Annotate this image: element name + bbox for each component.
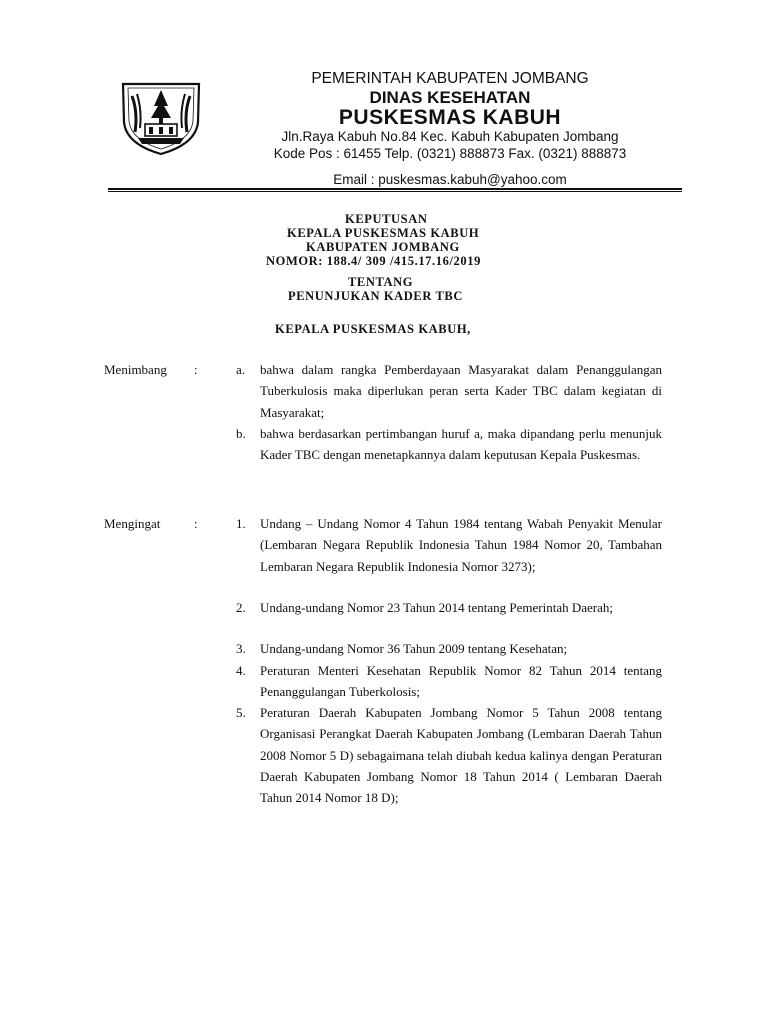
decree-issuer: KEPALA PUSKESMAS KABUH xyxy=(287,226,480,240)
section-label-mengingat: Mengingat xyxy=(104,516,161,531)
list-marker: 1. xyxy=(236,516,246,531)
unit-name: PUSKESMAS KABUH xyxy=(338,106,562,129)
list-item-text: bahwa berdasarkan pertimbangan huruf a, maka dipandang perlu menunjuk Kader TBC dengan menetapkannya dalam keputusan Kepala Puskesmas. xyxy=(260,426,662,463)
section-label-menimbang: Menimbang xyxy=(104,362,167,377)
list-marker: 4. xyxy=(236,663,246,678)
address: Jln.Raya Kabuh No.84 Kec. Kabuh Kabupaten Jombang xyxy=(281,129,619,144)
decree-regency: KABUPATEN JOMBANG xyxy=(306,240,460,254)
section-colon: : xyxy=(194,516,198,531)
decree-about-label: TENTANG xyxy=(348,275,414,289)
letterhead-divider-thick xyxy=(108,188,682,190)
government-name: PEMERINTAH KABUPATEN JOMBANG xyxy=(311,70,589,87)
list-marker: 3. xyxy=(236,641,246,656)
list-marker: 5. xyxy=(236,705,246,720)
list-marker: a. xyxy=(236,362,246,377)
list-item-text: bahwa dalam rangka Pemberdayaan Masyarakat dalam Penanggulangan Tuberkulosis maka diperlukan peran serta Kader TBC dalam kegiatan di Masyarakat; xyxy=(260,362,662,420)
decree-heading: KEPUTUSAN xyxy=(345,212,428,226)
contact-info: Kode Pos : 61455 Telp. (0321) 888873 Fax. (0321) 888873 xyxy=(273,146,627,161)
email-address: Email : puskesmas.kabuh@yahoo.com xyxy=(333,172,567,187)
list-item-text: Peraturan Menteri Kesehatan Republik Nomor 82 Tahun 2014 tentang Penanggulangan Tuberkolosis; xyxy=(260,663,662,700)
list-item-text: Undang – Undang Nomor 4 Tahun 1984 tentang Wabah Penyakit Menular (Lembaran Negara Republik Indonesia Tahun 1984 Nomor 20, Tambahan Lembaran Negara Republik Indonesia Nomor 3273); xyxy=(260,516,662,574)
list-marker: 2. xyxy=(236,600,246,615)
agency-name: DINAS KESEHATAN xyxy=(369,88,531,107)
list-item-text: Undang-undang Nomor 36 Tahun 2009 tentang Kesehatan; xyxy=(260,641,568,656)
list-item-text: Undang-undang Nomor 23 Tahun 2014 tentang Pemerintah Daerah; xyxy=(260,600,614,615)
list-item-text: Peraturan Daerah Kabupaten Jombang Nomor 5 Tahun 2008 tentang Organisasi Perangkat Daerah Kabupaten Jombang (Lembaran Daerah Tahun 2008 Nomor 5 D) sebagaimana telah diubah kedua kalinya dengan Peraturan Daerah Kabupaten Jombang Nomor 18 Tahun 2014 ( Lembaran Daerah Tahun 2014 Nomor 18 D); xyxy=(260,705,662,806)
decree-subject: PENUNJUKAN KADER TBC xyxy=(288,289,463,303)
letterhead-divider-thin xyxy=(108,191,682,192)
decree-number: NOMOR: 188.4/ 309 /415.17.16/2019 xyxy=(266,254,481,268)
section-colon: : xyxy=(194,362,198,377)
jombang-regency-emblem xyxy=(118,76,204,156)
decree-authority: KEPALA PUSKESMAS KABUH, xyxy=(275,322,471,336)
list-marker: b. xyxy=(236,426,246,441)
